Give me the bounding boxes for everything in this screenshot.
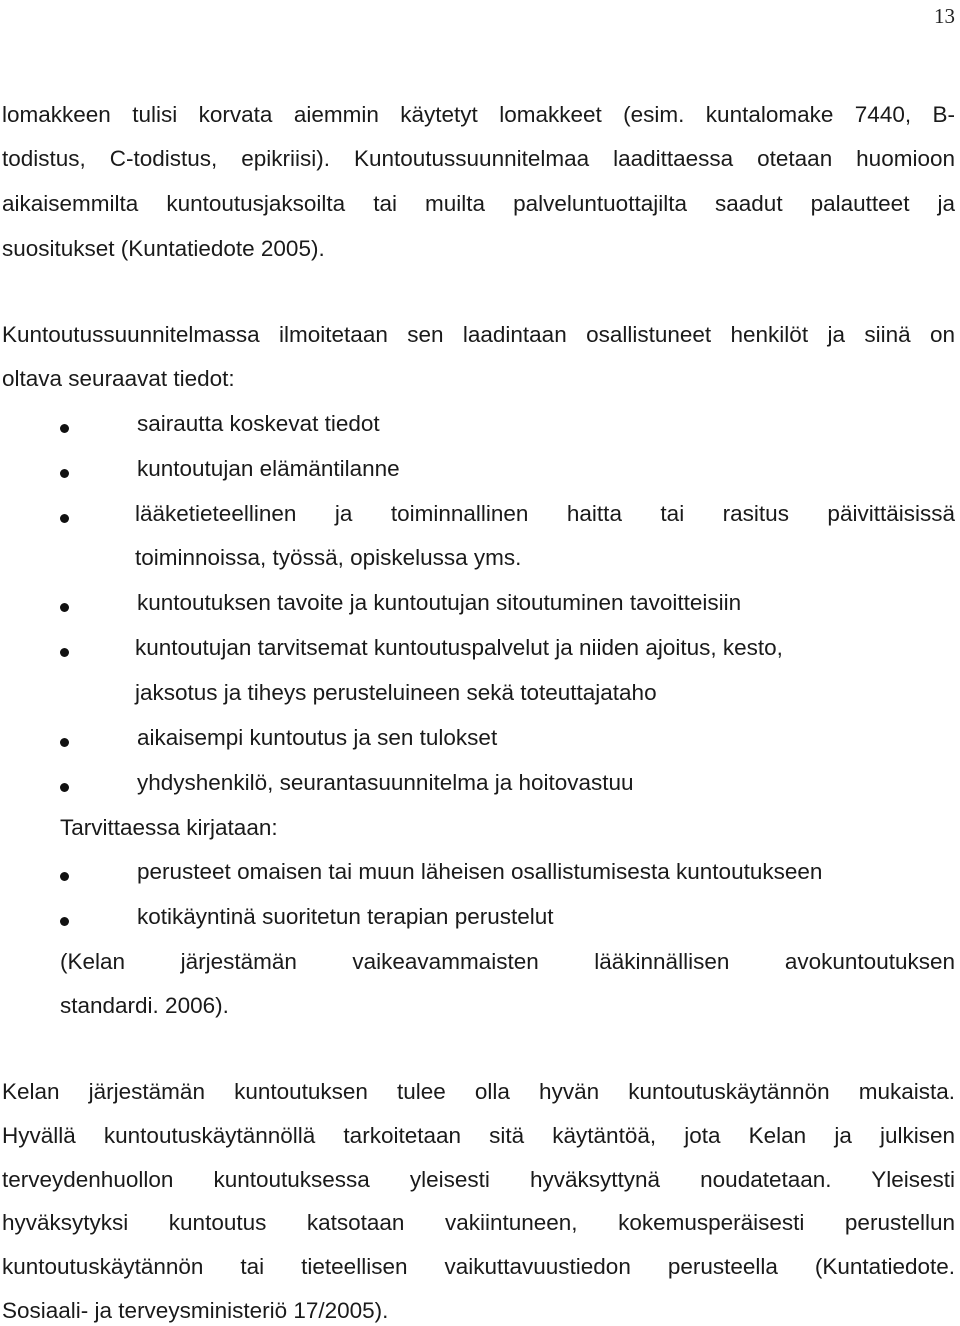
text-line: terveydenhuollon kuntoutuksessa yleisesti hyväksyttynä noudatetaan. Yleisesti	[2, 1167, 955, 1192]
text-line: kuntoutuskäytännön tai tieteellisen vaikuttavuustiedon perusteella (Kuntatiedote.	[2, 1254, 955, 1279]
list-item-continuation: jaksotus ja tiheys perusteluineen sekä toteuttajataho	[135, 680, 657, 705]
list-item: kotikäyntinä suoritetun terapian perustelut	[137, 904, 554, 929]
bullet-icon	[60, 783, 69, 792]
text-line: todistus, C-todistus, epikriisi). Kuntoutussuunnitelmaa laadittaessa otetaan huomioon	[2, 146, 955, 171]
text-line: oltava seuraavat tiedot:	[2, 366, 235, 391]
bullet-icon	[60, 917, 69, 926]
text-line: Kuntoutussuunnitelmassa ilmoitetaan sen laadintaan osallistuneet henkilöt ja siinä on	[2, 322, 955, 347]
bullet-icon	[60, 514, 69, 523]
text-line: Sosiaali- ja terveysministeriö 17/2005).	[2, 1298, 389, 1323]
text-line: standardi. 2006).	[60, 993, 229, 1018]
bullet-icon	[60, 603, 69, 612]
text-line: (Kelan järjestämän vaikeavammaisten lääkinnällisen avokuntoutuksen	[60, 949, 955, 974]
bullet-icon	[60, 424, 69, 433]
list-item: perusteet omaisen tai muun läheisen osallistumisesta kuntoutukseen	[137, 859, 823, 884]
text-line: aikaisemmilta kuntoutusjaksoilta tai muilta palveluntuottajilta saadut palautteet ja	[2, 191, 955, 216]
text-line: Kelan järjestämän kuntoutuksen tulee olla hyvän kuntoutuskäytännön mukaista.	[2, 1079, 955, 1104]
list-item: kuntoutujan elämäntilanne	[137, 456, 400, 481]
bullet-icon	[60, 872, 69, 881]
bullet-icon	[60, 738, 69, 747]
text-line: suositukset (Kuntatiedote 2005).	[2, 236, 325, 261]
list-item: lääketieteellinen ja toiminnallinen haitta tai rasitus päivittäisissä	[135, 501, 955, 526]
list-item: kuntoutuksen tavoite ja kuntoutujan sitoutuminen tavoitteisiin	[137, 590, 742, 615]
list-item-continuation: toiminnoissa, työssä, opiskelussa yms.	[135, 545, 522, 570]
text-line: hyväksytyksi kuntoutus katsotaan vakiintuneen, kokemusperäisesti perustellun	[2, 1210, 955, 1235]
page-number: 13	[934, 4, 955, 28]
list-item: sairautta koskevat tiedot	[137, 411, 380, 436]
list-item: kuntoutujan tarvitsemat kuntoutuspalvelut ja niiden ajoitus, kesto,	[135, 635, 783, 660]
subheading: Tarvittaessa kirjataan:	[60, 815, 278, 840]
list-item: yhdyshenkilö, seurantasuunnitelma ja hoitovastuu	[137, 770, 634, 795]
list-item: aikaisempi kuntoutus ja sen tulokset	[137, 725, 498, 750]
bullet-icon	[60, 648, 69, 657]
text-line: Hyvällä kuntoutuskäytännöllä tarkoitetaan sitä käytäntöä, jota Kelan ja julkisen	[2, 1123, 955, 1148]
text-line: lomakkeen tulisi korvata aiemmin käytetyt lomakkeet (esim. kuntalomake 7440, B-	[2, 102, 955, 127]
bullet-icon	[60, 469, 69, 478]
